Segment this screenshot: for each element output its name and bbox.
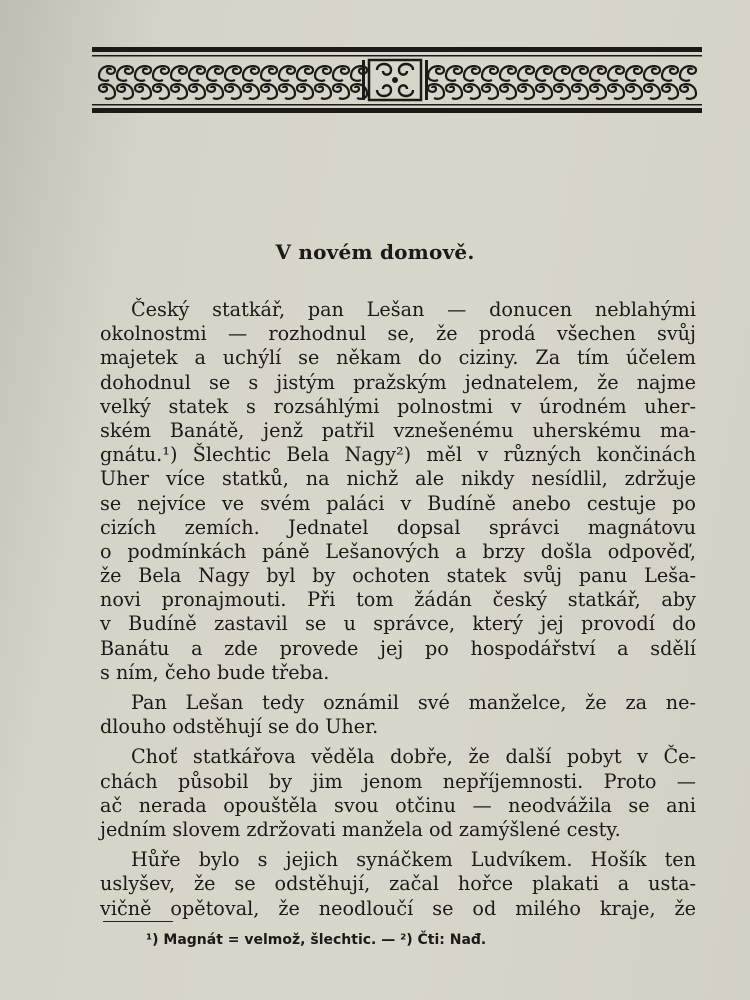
chapter-heading: V novém domově. bbox=[275, 240, 475, 264]
text-line: Český statkář, pan Lešan — donucen neblahými bbox=[131, 298, 696, 321]
text-line: že Bela Nagy byl by ochoten statek svůj panu Leša- bbox=[100, 564, 696, 588]
text-line: novi pronajmouti. Při tom žádán český statkář, aby bbox=[100, 588, 696, 612]
text-line: velký statek s rozsáhlými polnostmi v úrodném uher- bbox=[100, 394, 696, 418]
text-line: ač nerada opouštěla svou otčinu — neodvážila se ani bbox=[100, 793, 696, 817]
text-line: jedním slovem zdržovati manžela od zamýšlené cesty. bbox=[100, 817, 621, 841]
text-line: Banátu a zde provede jej po hospodářství a sdělí bbox=[100, 636, 696, 660]
text-line: Pan Lešan tedy oznámil své manželce, že za ne- bbox=[131, 691, 696, 714]
text-line: vičně opětoval, že neodloučí se od milého kraje, že bbox=[100, 896, 696, 920]
text-line: se nejvíce ve svém paláci v Budíně anebo cestuje po bbox=[100, 491, 696, 515]
chapter-body bbox=[100, 298, 696, 921]
paragraph bbox=[100, 848, 696, 921]
text-line: chách působil by jim jenom nepříjemnosti. Proto — bbox=[100, 769, 696, 793]
paragraph bbox=[100, 745, 696, 842]
text-line: majetek a uchýlí se někam do ciziny. Za tím účelem bbox=[100, 346, 696, 370]
text-line: okolnostmi — rozhodnul se, že prodá všechen svůj bbox=[100, 322, 696, 346]
text-line: uslyšev, že se odstěhují, začal hořce plakati a usta- bbox=[100, 872, 696, 896]
text-line: v Budíně zastavil se u správce, který jej provodí do bbox=[100, 612, 696, 636]
ornament-graphic bbox=[92, 46, 702, 116]
text-line: Hůře bylo s jejich synáčkem Ludvíkem. Hošík ten bbox=[131, 848, 696, 872]
footnote-rule bbox=[103, 921, 173, 922]
paragraph bbox=[100, 691, 696, 739]
text-line: Choť statkářova věděla dobře, že další pobyt v Če- bbox=[131, 745, 696, 769]
ornamental-header-band bbox=[92, 46, 702, 116]
text-line: dlouho odstěhují se do Uher. bbox=[100, 715, 379, 739]
text-line: ském Banátě, jenž patřil vznešenému uherskému ma- bbox=[100, 418, 696, 442]
text-line: o podmínkách páně Lešanových a brzy došla odpověď, bbox=[100, 539, 696, 563]
text-line: cizích zemích. Jednatel dopsal správci magnátovu bbox=[100, 515, 696, 539]
text-line: dohodnul se s jistým pražským jednatelem, že najme bbox=[100, 370, 696, 394]
paragraph bbox=[100, 298, 696, 685]
text-line: Uher více statků, na nichž ale nikdy nesídlil, zdržuje bbox=[100, 467, 696, 491]
text-line: s ním, čeho bude třeba. bbox=[100, 660, 330, 684]
text-line: gnátu.¹) Šlechtic Bela Nagy²) měl v různých končinách bbox=[100, 443, 696, 467]
footnote: ¹) Magnát = velmož, šlechtic. — ²) Čti: Nađ. bbox=[146, 932, 487, 948]
